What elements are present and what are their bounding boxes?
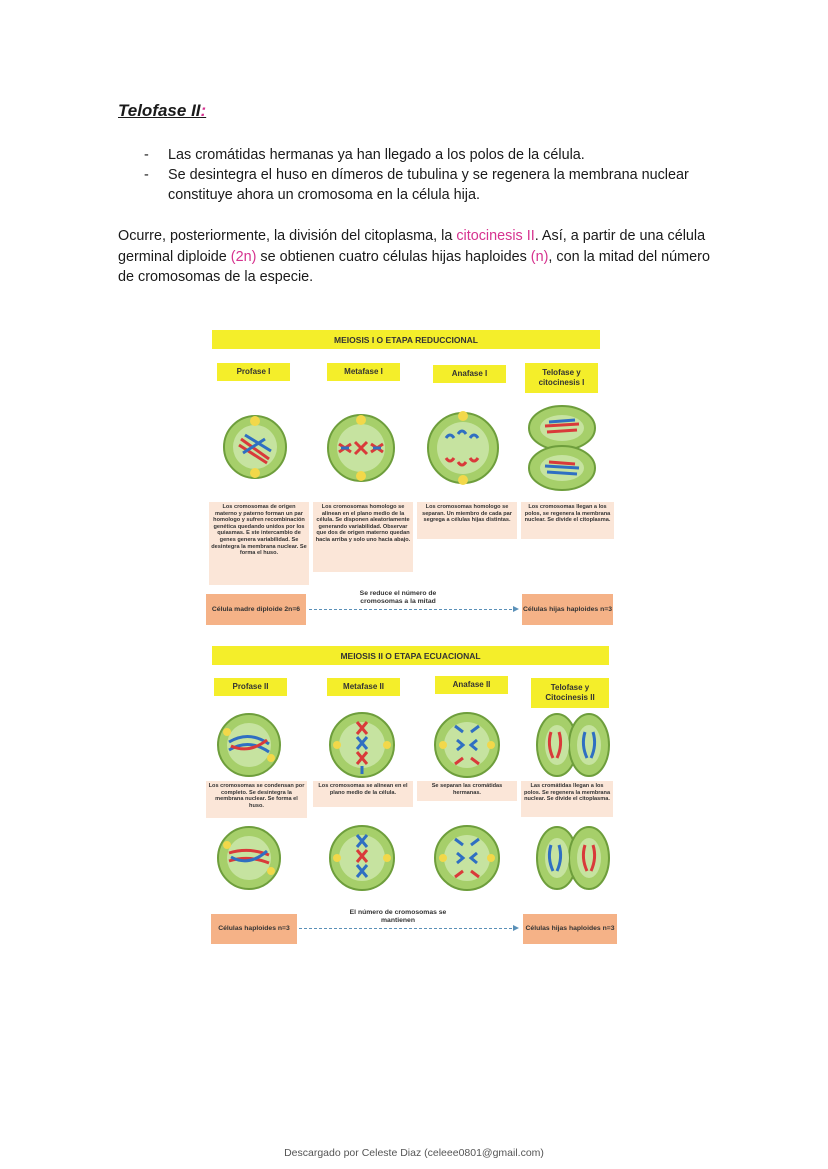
telofase1-cell-image (523, 402, 601, 494)
highlight-2n: (2n) (230, 248, 257, 265)
paragraph-text: Ocurre, posteriormente, la división del citoplasma, la (118, 228, 457, 244)
phase-label-metafase2: Metafase II (327, 678, 400, 696)
description-telofase1: Los cromosomas llegan a los polos, se regenera la membrana nuclear. Se divide el citoplasma. (521, 502, 614, 539)
reduction-note: Se reduce el número de cromosomas a la mitad (359, 590, 437, 605)
anafase2-cell-image-1 (429, 708, 505, 782)
phase-label-anafase1: Anafase I (433, 365, 506, 383)
phase-label-anafase2: Anafase II (435, 676, 508, 694)
highlight-n: (n) (530, 248, 549, 265)
paragraph-text: . Así, a partir de una célula germinal diploide (118, 228, 706, 265)
description-profase2: Los cromosomas se condensan por completo. Se desintegra la membrana nuclear. Se forma el huso. (206, 781, 307, 818)
description-anafase2: Se separan las cromátidas hermanas. (417, 781, 517, 801)
metafase1-cell-image (321, 408, 401, 488)
diploid-cell-box: Célula madre diploide 2n=6 (206, 594, 306, 625)
haploid-start-box: Células haploides n=3 (211, 914, 297, 944)
description-metafase2: Los cromosomas se alinean en el plano medio de la célula. (313, 781, 413, 807)
metafase2-cell-image-1 (325, 708, 399, 782)
metafase2-cell-image-2 (325, 821, 399, 895)
meiosis1-title: MEIOSIS I O ETAPA REDUCCIONAL (212, 330, 600, 349)
section-heading (118, 101, 206, 121)
paragraph (118, 226, 718, 288)
maintain-note: El número de cromosomas se mantienen (349, 909, 447, 924)
phase-label-profase1: Profase I (217, 363, 290, 381)
description-profase1: Los cromosomas de origen materno y paterno forman un par homologo y sufren recombinación genética quedando unidos por los quiasmas. E ste intercambio de genes genera variabilidad. Se desintegra la membrana nuclear. Se forma el huso. (209, 502, 309, 585)
telofase2-cell-image-2 (533, 821, 613, 895)
phase-label-metafase1: Metafase I (327, 363, 400, 381)
telofase2-cell-image-1 (533, 708, 613, 782)
haploid-cells-box: Células hijas haploides n=3 (522, 594, 613, 625)
footer-download-note: Descargado por Celeste Diaz (celeee0801@gmail.com) (284, 1147, 544, 1159)
maintain-arrow (299, 928, 517, 929)
heading-title: Telofase II (118, 101, 201, 120)
profase2-cell-image-2 (213, 823, 285, 893)
haploid-daughters-box: Células hijas haploides n=3 (523, 914, 617, 944)
anafase1-cell-image (422, 404, 504, 492)
bullet-item: - Se desintegra el huso en dímeros de tubulina y se regenera la membrana nuclear constituye ahora un cromosoma en la célula hija. (118, 165, 738, 205)
phase-label-profase2: Profase II (214, 678, 287, 696)
reduction-arrow (309, 609, 517, 610)
description-metafase1: Los cromosomas homologo se alinean en el plano medio de la célula. Se disponen aleatoriamente generando variabilidad. Observar que dos de origen materno quedan hacia arriba y solo uno hacia abajo. (313, 502, 413, 572)
profase1-cell-image (219, 399, 295, 489)
description-anafase1: Los cromosomas homologo se separan. Un miembro de cada par segrega a células hijas distintas. (417, 502, 517, 539)
phase-label-telofase1: Telofase y citocinesis I (525, 363, 598, 393)
phase-label-telofase2: Telofase y Citocinesis II (531, 678, 609, 708)
heading-colon: : (200, 101, 207, 120)
bullet-list (118, 145, 738, 205)
meiosis2-title: MEIOSIS II O ETAPA ECUACIONAL (212, 646, 609, 665)
anafase2-cell-image-2 (429, 821, 505, 895)
bullet-item: - Las cromátidas hermanas ya han llegado a los polos de la célula. (118, 145, 738, 165)
paragraph-text: se obtienen cuatro células hijas haploides (256, 248, 531, 265)
highlight-citocinesis: citocinesis II (456, 228, 535, 244)
meiosis-figure (203, 326, 617, 948)
paragraph-text: , con la mitad del número de cromosomas de la especie. (118, 248, 710, 285)
profase2-cell-image-1 (213, 710, 285, 780)
description-telofase2: Las cromátidas llegan a los polos. Se regenera la membrana nuclear. Se divide el citoplasma. (521, 781, 613, 817)
